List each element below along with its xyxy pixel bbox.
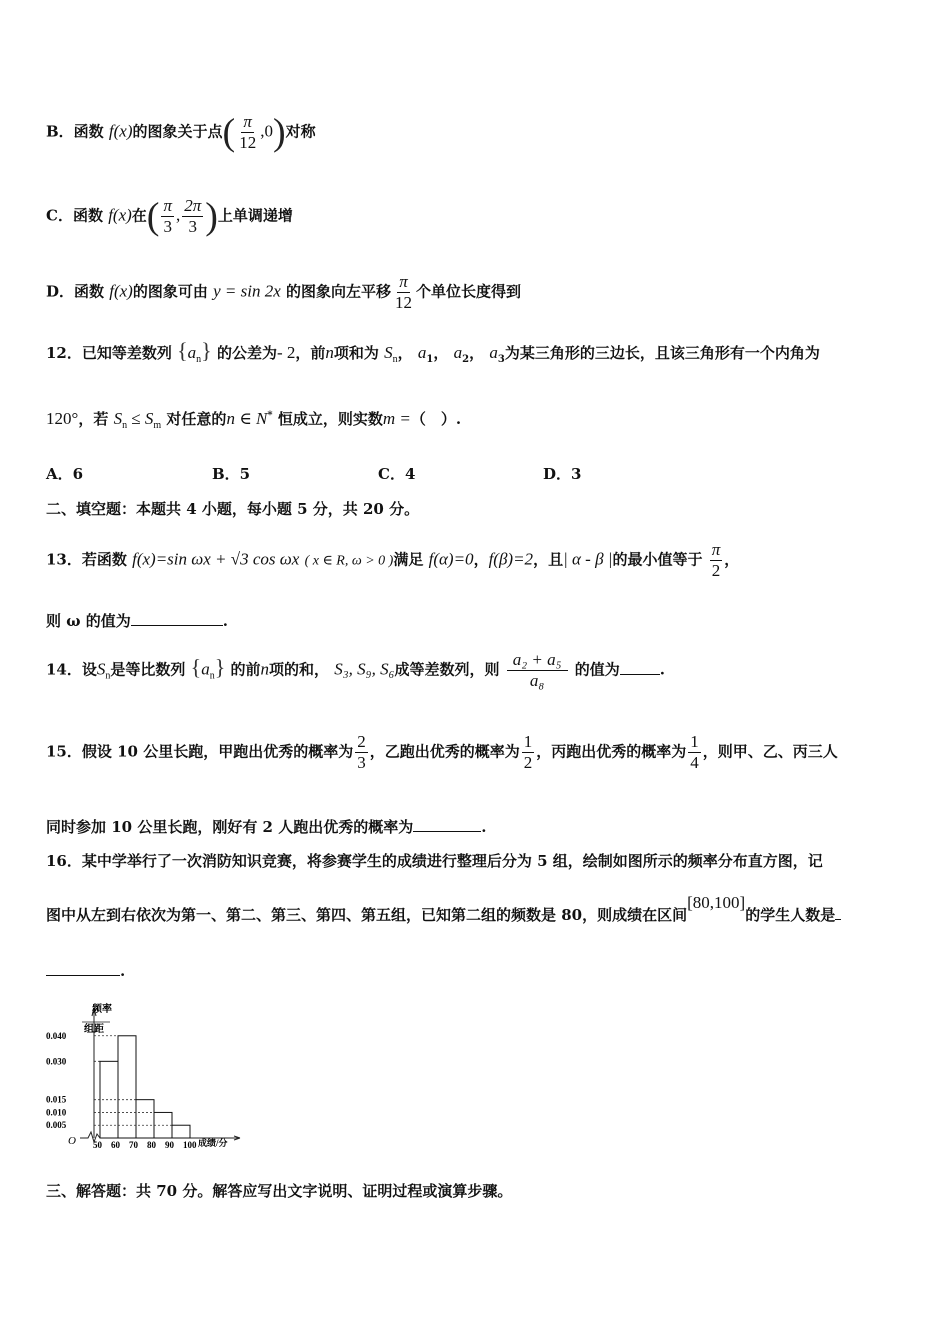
answer-blank[interactable]	[620, 674, 660, 675]
y-label-top: 频率	[92, 1004, 112, 1015]
q11-option-b: B．函数 f(x)的图象关于点( $\frac{\pi}{12}$ ,0)对称	[46, 111, 316, 154]
fraction: $\frac{\pi}{3}$	[163, 196, 172, 236]
y-tick-label: 0.010	[46, 1107, 67, 1118]
section-3-heading: 三、解答题：共 70 分。解答应写出文字说明、证明过程或演算步骤。	[46, 1182, 513, 1200]
q12-option-b: B．5	[212, 465, 251, 483]
q13-line-2: 则 ω 的值为 .	[46, 612, 228, 630]
y-tick-label: 0.030	[46, 1056, 67, 1067]
q12-line-2: 120°，若 $S_n \le S_m$ 对任意的n ∈ N* 恒成立，则实数m =（ ）.	[46, 409, 462, 431]
fraction: $\frac{1}{2}$	[523, 732, 533, 772]
fraction: $\frac{\pi}{12}$	[395, 272, 412, 312]
fraction: $\frac{2}{3}$	[357, 732, 366, 772]
origin-label: O	[68, 1135, 76, 1147]
q11-option-d: D．函数 f(x)的图象可由 y = sin 2x 的图象向左平移 $\frac{\pi}{12}$ 个单位长度得到	[46, 272, 522, 312]
q12-option-c: C．4	[378, 465, 416, 483]
y-label-bottom: 组距	[84, 1024, 104, 1035]
q15-line-1: 15．假设 10 公里长跑，甲跑出优秀的概率为 $\frac{2}{3}$ ，乙跑出优秀的概率为 $\frac{1}{2}$ ，丙跑出优秀的概率为 $\frac{1}{4}$ ，则甲、乙、丙三人	[46, 732, 838, 772]
y-tick-label: 0.040	[46, 1030, 67, 1041]
q16-line-2: 图中从左到右依次为第一、第二、第三、第四、第五组，已知第二组的频数是 80，则成绩在区间[80,100]的学生人数是	[46, 904, 841, 925]
answer-blank[interactable]	[835, 919, 841, 920]
x-axis-label: 成绩/分	[198, 1138, 228, 1148]
fraction: $\frac{\pi}{12}$	[239, 112, 257, 152]
fraction: $\frac{1}{4}$	[690, 732, 699, 772]
x-tick-label: 70	[129, 1140, 138, 1150]
q13-line-1: 13．若函数 f(x)=sin ωx + √3 cos ωx ( x ∈ R, ω > 0 )满足 f(α)=0，f(β)=2，且| α - β |的最小值等于 $\frac{\pi}{2}$ ，	[46, 540, 740, 580]
q12-line-1: 12．已知等差数列 $\{a_n\}$ 的公差为- 2，前n项和为 $S_n$， $a_1$， $a_2$， $a_3$为某三角形的三边长，且该三角形有一个内角为	[46, 338, 820, 365]
fraction: $\frac{2\pi}{3}$	[184, 196, 202, 236]
x-tick-label: 100	[183, 1140, 197, 1150]
fraction: $\frac{\pi}{2}$	[711, 540, 721, 580]
y-tick-label: 0.005	[46, 1120, 67, 1131]
q16-line-1: 16．某中学举行了一次消防知识竞赛，将参赛学生的成绩进行整理后分为 5 组，绘制如图所示的频率分布直方图，记	[46, 852, 823, 870]
chart-marks	[46, 1031, 197, 1150]
fraction: $\frac{\text{a₂ + a₅}}{\text{a₈}}$	[507, 650, 568, 691]
answer-blank[interactable]	[413, 831, 481, 832]
frequency-histogram	[44, 1000, 254, 1150]
histogram-bar	[118, 1036, 136, 1138]
x-tick-label: 50	[93, 1140, 102, 1150]
fx-expr: f(x)	[108, 121, 133, 141]
y-tick-label: 0.015	[46, 1094, 67, 1105]
q11-option-c: C．函数 f(x)在( $\frac{\pi}{3}$ , $\frac{2\pi}{3}$ )上单调递增	[46, 195, 293, 238]
x-tick-label: 60	[111, 1140, 120, 1150]
answer-blank[interactable]	[131, 625, 223, 626]
q14-line: 14．设$S_n$是等比数列 $\{a_n\}$ 的前n项的和， S₃, S₉, S₆成等差数列，则 $\frac{\text{a₂ + a₅}}{\text{a₈}}$ 的值为 .	[46, 650, 666, 690]
histogram-bar	[172, 1125, 190, 1138]
answer-blank[interactable]	[46, 975, 120, 976]
x-tick-label: 90	[165, 1140, 174, 1150]
histogram-bar	[136, 1100, 154, 1138]
q12-option-a: A．6	[46, 465, 84, 483]
q12-option-d: D．3	[543, 465, 582, 483]
q15-line-2: 同时参加 10 公里长跑，刚好有 2 人跑出优秀的概率为 .	[46, 818, 487, 836]
q16-line-3: .	[46, 962, 125, 980]
x-tick-label: 80	[147, 1140, 156, 1150]
section-2-heading: 二、填空题：本题共 4 小题，每小题 5 分，共 20 分。	[46, 500, 420, 518]
